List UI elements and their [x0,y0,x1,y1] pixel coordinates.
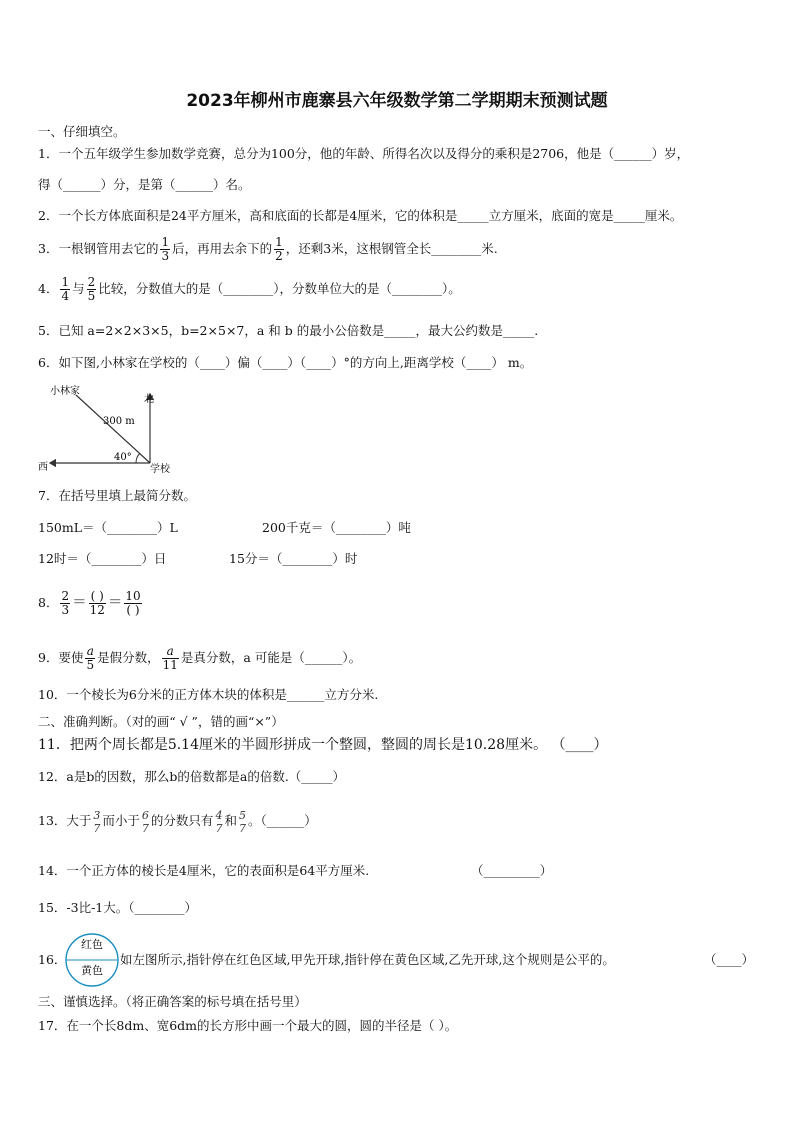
q13-f4-den: 7 [238,821,246,835]
q9-fraction-2 [162,645,179,672]
q8-f2-num: ( ) [89,590,106,604]
school-label: 学校 [150,464,170,475]
q3-fraction-2 [274,236,284,263]
q13-f3-den: 7 [215,821,223,835]
q4-text-pre: 4． [38,281,59,296]
question-16-number: 16． [38,952,67,967]
question-3 [38,236,498,263]
q3-f1-den: 3 [161,249,170,263]
q9-text-post: 是真分数，a 可能是（______）。 [180,650,362,665]
home-direction-line [76,395,150,463]
q9-f1-den: 5 [86,658,95,672]
question-7: 7．在括号里填上最简分数。 [38,488,196,503]
question-7-d: 15分＝（________）时 [229,551,358,566]
q4-text-and: 与 [72,281,85,296]
question-8 [38,588,144,618]
q13-text-and: 和 [224,813,237,828]
q9-fraction-1 [85,645,95,672]
west-label: 西 [38,462,48,473]
q13-text-mid1: 而小于 [102,813,140,828]
q8-f1-den: 3 [61,602,70,617]
q8-f2-den: 12 [89,602,105,617]
q9-f1-num: a [86,644,94,658]
question-7-a: 150mL＝（________）L [38,520,178,535]
question-2: 2．一个长方体底面积是24平方厘米，高和底面的长都是4厘米，它的体积是_____立方厘米，底面的宽是_____厘米。 [38,208,683,223]
q13-f2-num: 6 [141,808,149,822]
direction-diagram [36,380,186,475]
red-region-label: 红色 [81,938,103,951]
q3-f1-num: 1 [161,235,170,249]
question-13 [38,804,317,838]
q4-f1-den: 4 [61,289,70,303]
question-11: 11．把两个周长都是5.14厘米的半圆形拼成一个整圆，整圆的周长是10.28厘米。 （____） [38,737,608,753]
question-6: 6．如下图,小林家在学校的（____）偏（____）（____）°的方向上,距离学校（____） m。 [38,355,533,370]
distance-label: 300 m [103,416,135,427]
question-17: 17．在一个长8dm、宽6dm的长方形中画一个最大的圆，圆的半径是（ ）。 [38,1018,458,1033]
q8-fraction-3 [124,590,141,617]
q13-fraction-3 [215,809,222,835]
question-12: 12．a是b的因数，那么b的倍数都是a的倍数.（_____） [38,769,346,784]
section-heading-2: 二、准确判断。（对的画“ √ ”，错的画“×”） [38,714,284,729]
q13-fraction-1 [93,809,100,835]
question-10: 10．一个棱长为6分米的正方体木块的体积是______立方分米. [38,687,379,702]
q3-text-post: ，还剩3米，这根钢管全长________米. [285,241,498,256]
q13-fraction-2 [142,809,149,835]
question-1-line-1: 1．一个五年级学生参加数学竞赛，总分为100分，他的年龄、所得名次以及得分的乘积是2706，他是（______）岁， [38,146,690,161]
question-5: 5．已知 a=2×2×3×5，b=2×5×7，a 和 b 的最小公倍数是_____，最大公约数是_____. [38,323,539,338]
home-label: 小林家 [50,386,80,397]
section-heading-1: 一、仔细填空。 [38,124,126,139]
q13-text-mid2: 的分数只有 [150,813,214,828]
q3-text-pre: 3．一根钢管用去它的 [38,241,159,256]
spinner-figure [64,932,120,988]
question-7-c: 12时＝（________）日 [38,551,167,566]
q13-text-pre: 13．大于 [38,813,92,828]
q3-text-mid: 后，再用去余下的 [172,241,273,256]
q8-f3-den: ( ) [126,602,140,617]
q4-fraction-2 [87,276,97,303]
q13-f1-den: 7 [93,821,101,835]
q9-text-pre: 9．要使 [38,650,84,665]
q13-f4-num: 5 [238,808,246,822]
q13-text-post: 。（______） [247,813,317,828]
q3-f2-den: 2 [275,249,283,263]
q8-f3-num: 10 [125,588,141,603]
question-16-text: 如左图所示,指针停在红色区域,甲先开球,指针停在黄色区域,乙先开球,这个规则是公平的。 [120,952,615,967]
q8-text-pre: 8． [38,595,59,610]
q13-f3-num: 4 [215,808,223,822]
question-14-blank: （_________） [471,863,553,878]
angle-arc [136,454,140,464]
q13-fraction-4 [239,809,246,835]
q3-f2-num: 1 [275,235,283,249]
q4-f2-num: 2 [87,275,96,289]
q4-fraction-1 [60,276,70,303]
q8-fraction-1 [60,590,70,617]
q13-f2-den: 7 [141,821,149,835]
q9-f2-num: a [162,645,179,659]
q8-f1-num: 2 [61,588,70,603]
question-1-line-2: 得（______）分，是第（______）名。 [38,177,251,192]
q3-fraction-1 [160,236,170,263]
page-title: 2023年柳州市鹿寨县六年级数学第二学期期末预测试题 [186,91,608,111]
q4-f1-num: 1 [61,275,70,289]
question-7-b: 200千克＝（________）吨 [262,520,411,535]
question-9 [38,645,361,672]
q8-fraction-2 [89,590,106,617]
q8-equals-1: ＝ [72,595,87,611]
q13-f1-num: 3 [93,808,101,822]
question-4 [38,276,461,303]
q9-text-mid: 是假分数， [97,650,160,665]
question-14: 14．一个正方体的棱长是4厘米，它的表面积是64平方厘米. [38,863,370,878]
question-16-blank: （____） [704,952,755,967]
angle-label: 40° [114,452,132,463]
yellow-region-label: 黄色 [81,964,103,977]
north-label: 北 [144,394,154,405]
q4-text-post: 比较，分数值大的是（________），分数单位大的是（________）。 [98,281,461,296]
q9-f2-den: 11 [162,658,178,672]
q8-equals-2: ＝ [107,595,123,611]
question-15: 15．-3比-1大。（________） [38,900,198,915]
q4-f2-den: 5 [87,289,96,303]
section-heading-3: 三、谨慎选择。（将正确答案的标号填在括号里） [38,994,307,1009]
